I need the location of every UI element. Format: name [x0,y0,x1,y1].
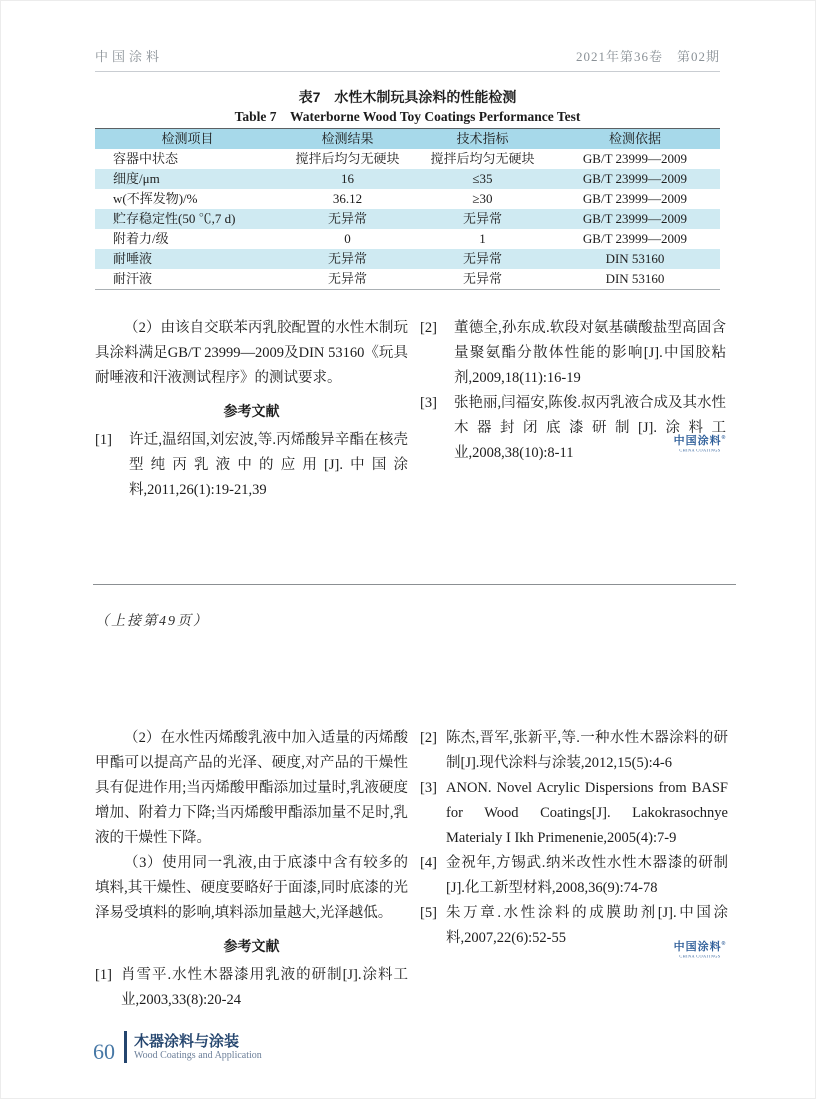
table-cell: 1 [479,231,486,246]
table-row [95,149,720,169]
table-cell: 耐汗液 [113,271,153,286]
reference-text: 董德全,孙东成.软段对氨基磺酸盐型高固含量聚氨酯分散体性能的影响[J].中国胶粘剂,2009,18(11):16-19 [454,320,726,386]
reference-number: [3] [420,395,437,411]
reference-text: 肖雪平.水性木器漆用乳液的研制[J].涂料工业,2003,33(8):20-24 [121,967,408,1008]
reference-item [95,428,408,503]
section1-left-column [95,316,408,503]
table-header-cell: 检测依据 [608,131,661,146]
page-number: 60 [93,1039,115,1064]
table-row [95,209,720,229]
table-caption-zh: 表7 水性木制玩具涂料的性能检测 [298,89,517,105]
reference-number: [3] [420,780,437,796]
page-footer [93,1031,262,1063]
registered-mark: ® [721,941,727,947]
reference-item [420,726,728,776]
continuation-note: （上接第49页） [95,614,209,629]
table-cell: 无异常 [462,211,502,226]
section2-left-column [95,726,408,1013]
reference-number: [1] [95,967,112,983]
china-coatings-logo [665,436,735,454]
reference-number: [5] [420,905,437,921]
logo-zh-label: 中国涂料 [673,435,722,447]
body-paragraph: （2）在水性丙烯酸乳液中加入适量的丙烯酸甲酯可以提高产品的光泽、硬度,对产品的干燥性具有促进作用;当丙烯酸甲酯添加过量时,乳液硬度增加、附着力下降;当丙烯酸甲酯添加量不足时,乳液的干燥性下降。 [95,730,408,846]
table-cell: DIN 53160 [605,251,665,266]
table-cell: 细度/μm [113,171,160,186]
references-heading: 参考文献 [223,938,280,954]
table-header-row [95,129,720,150]
logo-zh-label: 中国涂料 [673,941,722,953]
table-cell: 搅拌后均匀无硬块 [430,151,535,166]
table-cell: 无异常 [462,271,502,286]
reference-text: ANON. Novel Acrylic Dispersions from BASF for Wood Coatings[J]. Lakokrasochnye Materialy I Ikh Primenenie,2005(4):7-9 [446,780,728,846]
reference-item [420,851,728,901]
reference-text: 许迁,温绍国,刘宏波,等.丙烯酸异辛酯在核壳型纯丙乳液中的应用[J].中国涂料,2011,26(1):19-21,39 [129,432,408,498]
issue-info: 2021年第36卷 第02期 [575,49,720,64]
registered-mark: ® [721,435,727,441]
reference-item [420,776,728,851]
reference-item [420,316,726,391]
table-cell: 36.12 [332,191,363,206]
table-cell: GB/T 23999—2009 [582,151,688,166]
logo-text-en: CHINA COATINGS [679,955,721,960]
table-cell: 16 [341,171,354,186]
footer-section-title: 木器涂料与涂装 [134,1032,240,1050]
table-cell: GB/T 23999—2009 [582,191,688,206]
table-cell: GB/T 23999—2009 [582,231,688,246]
reference-number: [4] [420,855,437,871]
table-header-cell: 检测项目 [161,131,214,146]
reference-text: 金祝年,方锡武.纳米改性水性木器漆的研制[J].化工新型材料,2008,36(9):74-78 [446,855,728,896]
table-caption-en: Table 7 Waterborne Wood Toy Coatings Performance Test [234,109,581,124]
table-row [95,249,720,269]
china-coatings-logo [665,942,735,960]
reference-number: [1] [95,432,112,448]
table-row [95,269,720,290]
table-cell: 0 [344,231,351,246]
page-header [95,46,720,72]
section2-right-column [420,726,728,951]
table-cell: 贮存稳定性(50 ℃,7 d) [113,211,236,226]
table-cell: ≥30 [472,191,493,206]
table-cell: 搅拌后均匀无硬块 [295,151,400,166]
footer-section-subtitle: Wood Coatings and Application [134,1049,262,1061]
body-paragraph: （2）由该自交联苯丙乳胶配置的水性木制玩具涂料满足GB/T 23999—2009及DIN 53160《玩具耐唾液和汗液测试程序》的测试要求。 [95,320,408,386]
performance-table [95,128,720,290]
table-cell: 容器中状态 [113,151,179,166]
reference-number: [2] [420,730,437,746]
table-cell: GB/T 23999—2009 [582,171,688,186]
reference-text: 朱万章.水性涂料的成膜助剂[J].中国涂料,2007,22(6):52-55 [446,905,728,946]
table-header-cell: 检测结果 [321,131,374,146]
reference-text: 陈杰,晋军,张新平,等.一种水性木器涂料的研制[J].现代涂料与涂装,2012,15(5):4-6 [446,730,728,771]
table-cell: 无异常 [327,251,367,266]
table-cell: 无异常 [327,271,367,286]
table-cell: 耐唾液 [113,251,153,266]
section-divider [93,584,736,585]
table-caption [95,88,720,126]
table-row [95,169,720,189]
logo-text-zh [665,436,735,447]
table-header-cell: 技术指标 [456,131,509,146]
logo-text-zh [665,942,735,953]
journal-name: 中国涂料 [95,49,164,64]
table-cell: 无异常 [462,251,502,266]
table-cell: GB/T 23999—2009 [582,211,688,226]
table-row [95,189,720,209]
table-cell: DIN 53160 [605,271,665,286]
logo-text-en: CHINA COATINGS [679,449,721,454]
reference-item [95,963,408,1013]
table-cell: 附着力/级 [113,231,169,246]
table-cell: w(不挥发物)/% [113,191,198,206]
table-row [95,229,720,249]
table-cell: ≤35 [472,171,493,186]
table-cell: 无异常 [327,211,367,226]
references-heading: 参考文献 [223,403,280,419]
reference-text: 张艳丽,闫福安,陈俊.叔丙乳液合成及其水性木器封闭底漆研制[J].涂料工业,2008,38(10):8-11 [454,395,726,461]
footer-title-block [134,1033,262,1062]
reference-item [420,391,726,466]
footer-divider-bar [124,1031,127,1063]
body-paragraph: （3）使用同一乳液,由于底漆中含有较多的填料,其干燥性、硬度要略好于面漆,同时底漆的光泽易受填料的影响,填料添加量越大,光泽越低。 [95,855,408,921]
reference-number: [2] [420,320,437,336]
